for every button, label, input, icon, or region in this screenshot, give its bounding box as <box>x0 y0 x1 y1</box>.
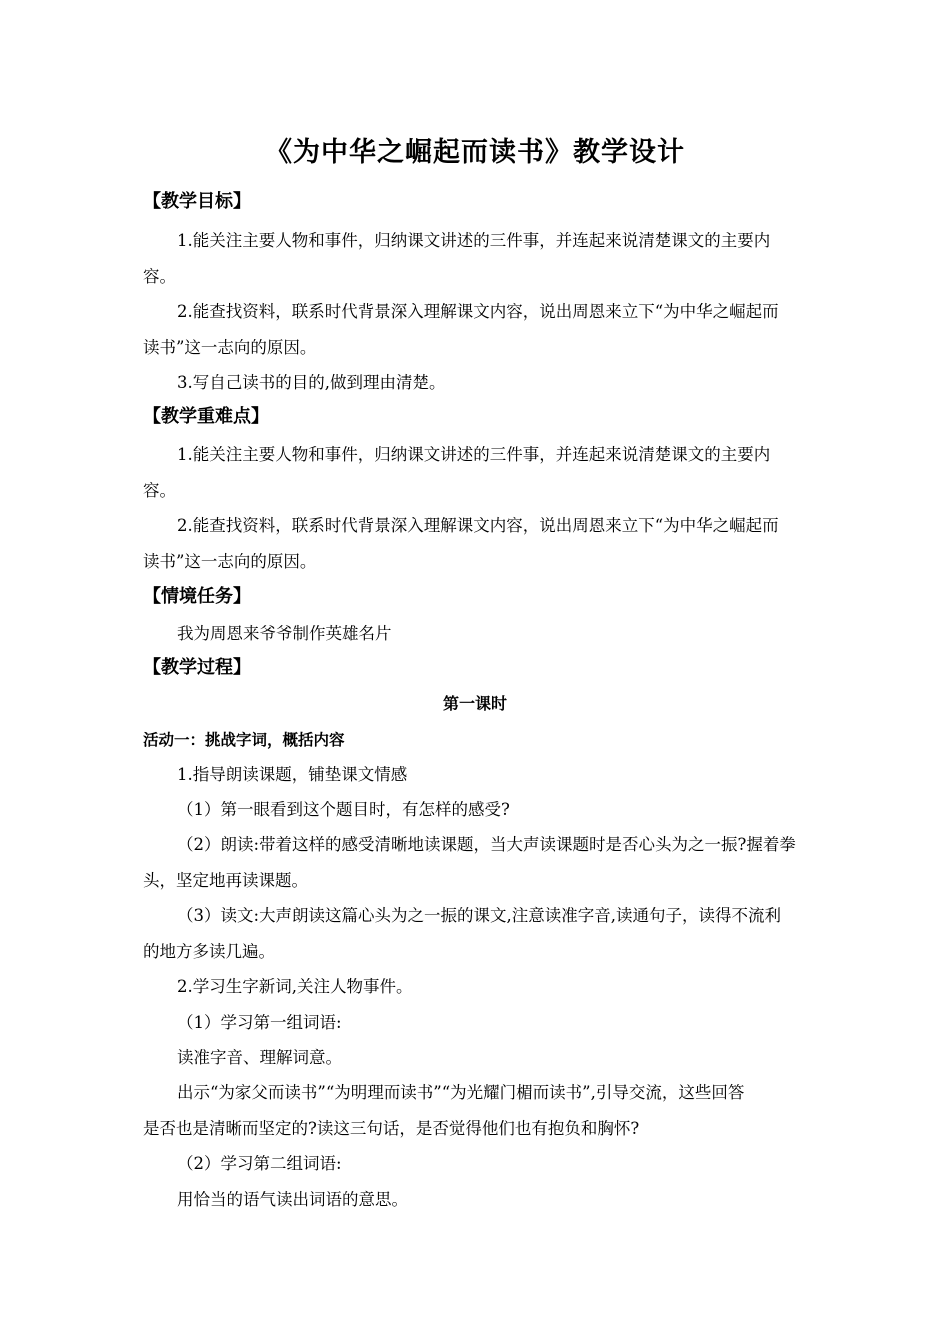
goal-line: 容。 <box>143 267 176 286</box>
process-line: （3）读文:大声朗读这篇心头为之一振的课文,注意读准字音,读通句子，读得不流利 <box>177 906 782 925</box>
process-line: 2.学习生字新词,关注人物事件。 <box>177 977 413 996</box>
process-line: 出示“为家父而读书”“为明理而读书”“为光耀门楣而读书”,引导交流，这些回答 <box>177 1083 745 1102</box>
task-line: 我为周恩来爷爷制作英雄名片 <box>177 624 392 643</box>
process-line: 头，坚定地再读课题。 <box>143 871 308 890</box>
process-line: （1）第一眼看到这个题目时，有怎样的感受? <box>177 800 510 819</box>
process-line: 1.指导朗读课题，铺垫课文情感 <box>177 765 408 784</box>
process-line: 的地方多读几遍。 <box>143 942 275 961</box>
goal-line: 3.写自己读书的目的,做到理由清楚。 <box>177 373 446 392</box>
process-line: 是否也是清晰而坚定的?读这三句话，是否觉得他们也有抱负和胸怀? <box>143 1119 640 1138</box>
key-point-line: 2.能查找资料，联系时代背景深入理解课文内容，说出周恩来立下“为中华之崛起而 <box>177 516 779 535</box>
key-point-line: 1.能关注主要人物和事件，归纳课文讲述的三件事，并连起来说清楚课文的主要内 <box>177 445 771 464</box>
activity-title: 活动一：挑战字词，概括内容 <box>143 731 345 749</box>
process-line: （2）朗读:带着这样的感受清晰地读课题，当大声读课题时是否心头为之一振?握着拳 <box>177 835 796 854</box>
lesson-title: 第一课时 <box>442 694 507 713</box>
section-heading-goals: 【教学目标】 <box>143 191 251 212</box>
goal-line: 读书”这一志向的原因。 <box>143 338 317 357</box>
goal-line: 1.能关注主要人物和事件，归纳课文讲述的三件事，并连起来说清楚课文的主要内 <box>177 231 771 250</box>
process-line: 用恰当的语气读出词语的意思。 <box>177 1190 408 1209</box>
process-line: 读准字音、理解词意。 <box>177 1048 342 1067</box>
section-heading-process: 【教学过程】 <box>143 657 251 678</box>
section-heading-task: 【情境任务】 <box>143 586 251 607</box>
process-line: （2）学习第二组词语: <box>177 1154 342 1173</box>
key-point-line: 容。 <box>143 481 176 500</box>
process-line: （1）学习第一组词语: <box>177 1013 342 1032</box>
section-heading-key-points: 【教学重难点】 <box>143 406 269 427</box>
document-title: 《为中华之崛起而读书》教学设计 <box>265 137 685 168</box>
goal-line: 2.能查找资料，联系时代背景深入理解课文内容，说出周恩来立下“为中华之崛起而 <box>177 302 779 321</box>
key-point-line: 读书”这一志向的原因。 <box>143 552 317 571</box>
